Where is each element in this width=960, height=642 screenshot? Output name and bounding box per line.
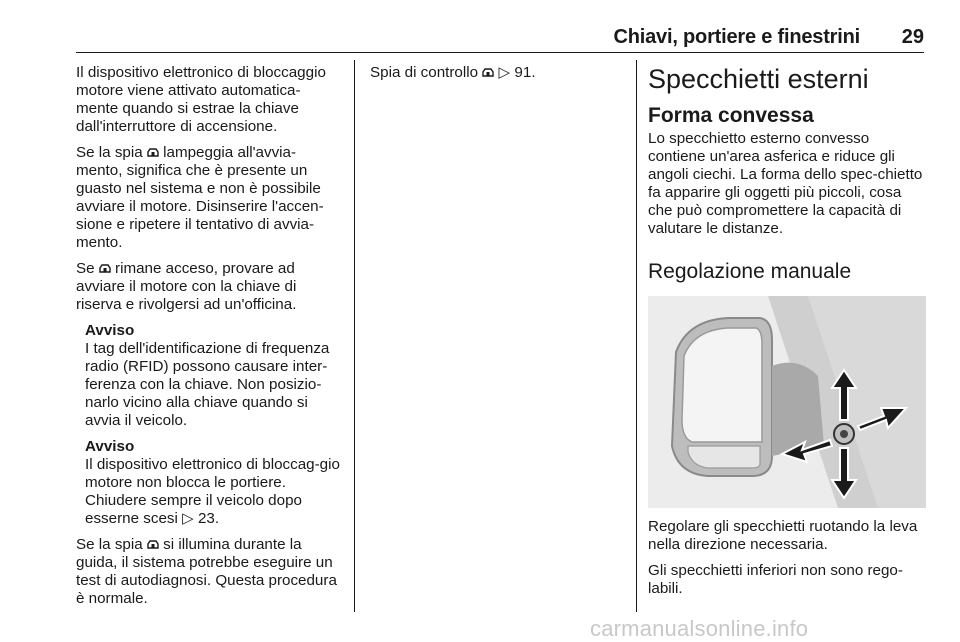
- paragraph-convex: Lo specchietto esterno convesso contiene un'area asferica e riduce gli angoli ciechi. La forma dello spec-chietto fa apparire gli oggetti più piccoli, cosa che può compromettere la capacità di valutare le distanze.: [648, 130, 923, 237]
- car-key-warning-icon: [482, 67, 494, 78]
- subsection-manual: Regolazione manuale: [648, 260, 852, 283]
- mirror-adjustment-illustration: [648, 296, 926, 508]
- paragraph-steady: Se rimane acceso, provare ad avviare il motore con la chiave di riserva e rivolgersi ad un'officina.: [76, 260, 297, 313]
- page-reference-link[interactable]: ▷ 91.: [498, 64, 536, 81]
- section-title: Specchietti esterni: [648, 64, 869, 94]
- column-left: [76, 64, 342, 616]
- note-text: Il dispositivo elettronico di bloccag-gio motore non blocca le portiere. Chiudere sempre il veicolo dopo esserne scesi: [85, 456, 340, 527]
- note-title: Avviso: [85, 322, 135, 339]
- subsection-convex: Forma convessa: [648, 104, 814, 127]
- column-divider-1: [354, 60, 355, 612]
- car-key-warning-icon: [147, 147, 159, 158]
- note-doors: [85, 438, 342, 528]
- paragraph-manual-2: Gli specchietti inferiori non sono rego-labili.: [648, 562, 903, 597]
- header-title: Chiavi, portiere e finestrini: [613, 26, 860, 48]
- note-text: I tag dell'identificazione di frequenza radio (RFID) possono causare inter-ferenza con la chiave. Non posizio-narlo vicino alla chiave quando si avvia il veicolo.: [85, 340, 330, 429]
- watermark: carmanualsonline.info: [590, 616, 809, 641]
- paragraph-blink: Se la spia lampeggia all'avvia-mento, significa che è presente un guasto nel sistema e non è possibile avviare il motore. Disinserire l'accen-sione e ripetere il tentativo di avvia-mento.: [76, 144, 324, 251]
- page-reference-link[interactable]: ▷ 23.: [182, 510, 220, 527]
- page-header: [76, 26, 924, 50]
- note-rfid: [85, 322, 342, 430]
- page-number: 29: [901, 26, 924, 48]
- column-middle: [370, 64, 630, 90]
- paragraph-control-light: Spia di controllo ▷ 91.: [370, 64, 536, 81]
- column-divider-2: [636, 60, 637, 612]
- car-key-warning-icon: [147, 539, 159, 550]
- column-right: [648, 64, 926, 606]
- note-title: Avviso: [85, 438, 135, 455]
- paragraph-selftest: Se la spia si illumina durante la guida, il sistema potrebbe eseguire un test di autodiagnosi. Questa procedura è normale.: [76, 536, 337, 607]
- paragraph-immobilizer: Il dispositivo elettronico di bloccaggio motore viene attivato automatica-mente quando si estrae la chiave dall'interruttore di accensione.: [76, 64, 326, 135]
- header-rule: [76, 52, 924, 53]
- car-key-warning-icon: [99, 263, 111, 274]
- paragraph-manual-1: Regolare gli specchietti ruotando la leva nella direzione necessaria.: [648, 518, 918, 553]
